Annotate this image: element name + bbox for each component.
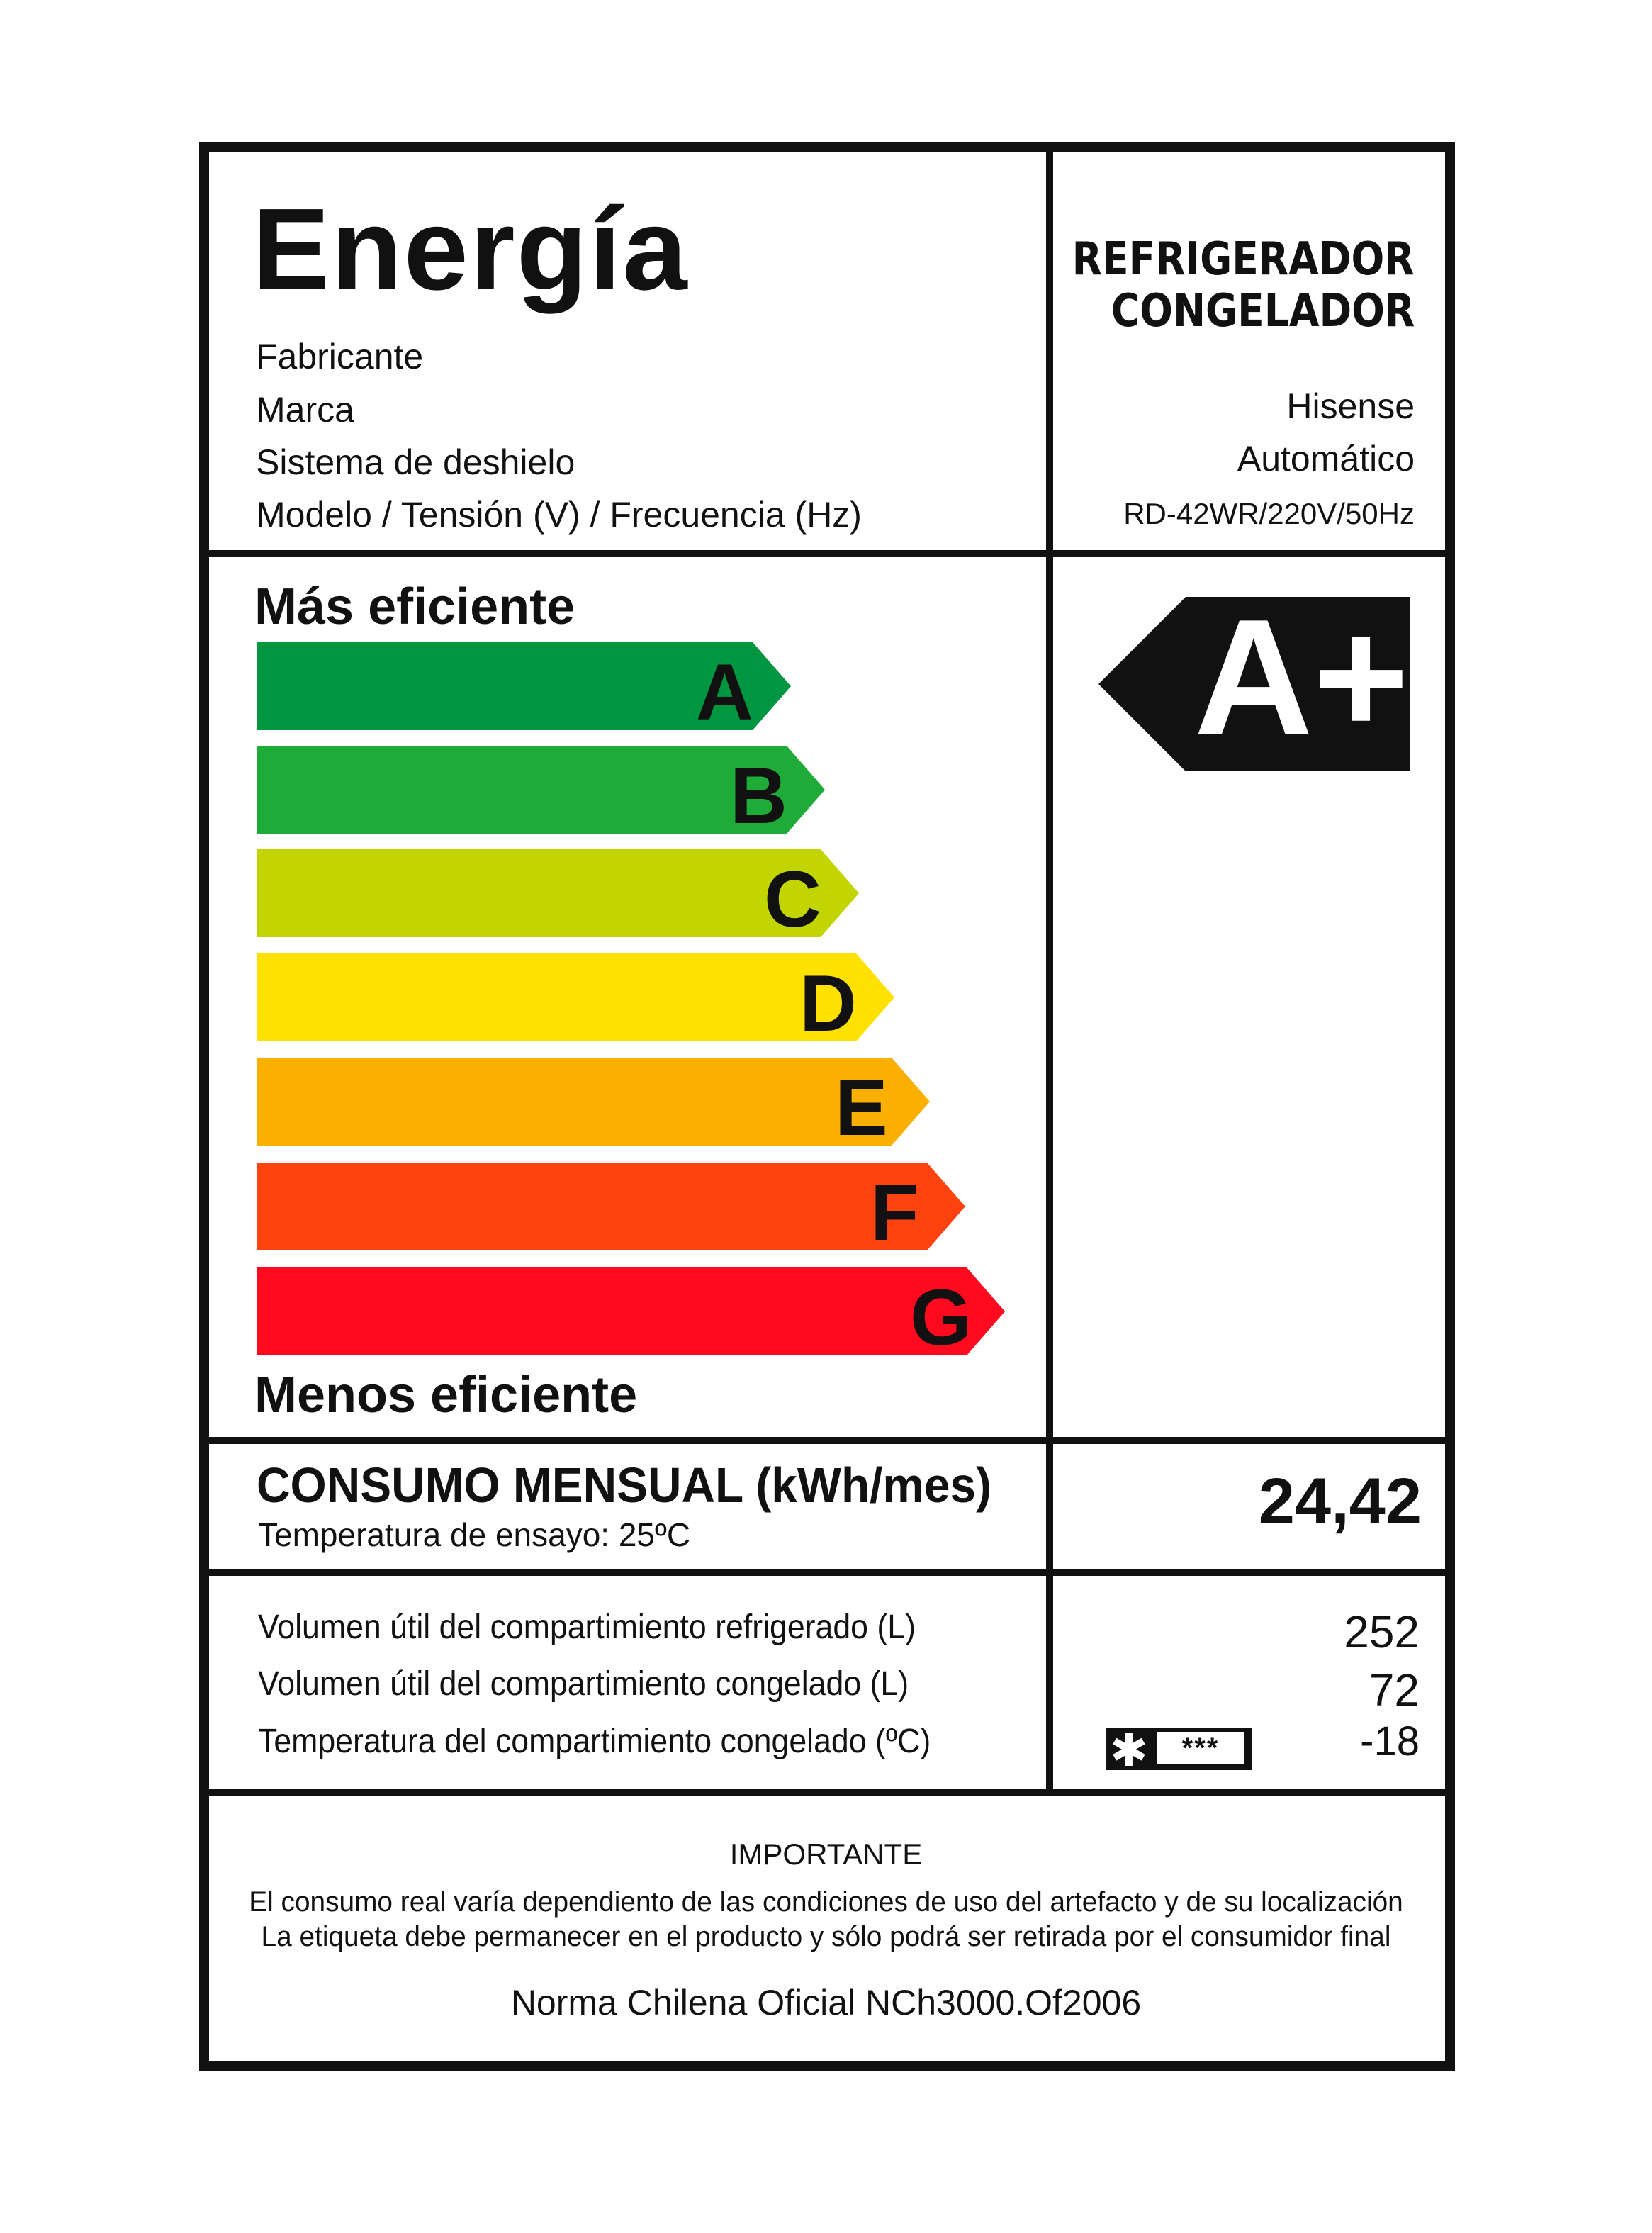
field-value-model: RD-42WR/220V/50Hz [1123,497,1415,530]
efficiency-bar-d [257,953,894,1048]
volume-label-frozen: Volumen útil del compartimiento congelado (L) [258,1665,909,1703]
divider-header [199,550,1455,557]
important-note-line-1: El consumo real varía dependiento de las condiciones de uso del artefacto y de su localización [249,1886,1403,1918]
label-title: Energía [252,184,689,314]
freezer-stars: *** [1157,1732,1244,1764]
field-value-defrost: Automático [1237,439,1415,478]
efficiency-bar-c [257,849,859,944]
consumption-value: 24,42 [1258,1465,1422,1538]
efficiency-rating-value: A+ [1194,586,1410,769]
important-note-line-2: La etiqueta debe permanecer en el producto y sólo podrá ser retirada por el consumidor final [261,1921,1391,1952]
efficiency-bar-letter: F [870,1168,919,1257]
efficiency-bar-letter: B [730,751,787,840]
efficiency-bar-letter: C [764,855,821,944]
field-label-brand: Marca [256,390,354,430]
efficiency-bar-letter: E [835,1063,888,1152]
divider-consumption [199,1569,1455,1576]
consumption-subtitle: Temperatura de ensayo: 25ºC [258,1516,691,1553]
field-label-manufacturer: Fabricante [256,337,424,376]
standard-reference: Norma Chilena Oficial NCh3000.Of2006 [510,1983,1142,2022]
volume-value-frozen: 72 [1369,1664,1420,1716]
temperature-label-frozen: Temperatura del compartimiento congelado (ºC) [258,1723,931,1760]
field-value-brand: Hisense [1286,386,1415,426]
efficiency-bar-b [257,746,825,840]
field-label-model: Modelo / Tensión (V) / Frecuencia (Hz) [256,495,862,535]
scale-top-label: Más eficiente [254,578,575,635]
efficiency-bar-letter: D [799,959,857,1048]
efficiency-bar-a [257,642,791,737]
efficiency-bar-g [257,1267,1005,1362]
efficiency-bar-letter: G [910,1273,972,1362]
category-line-1: REFRIGERADOR [1072,233,1415,286]
efficiency-rating-arrow [1098,586,1410,771]
volume-value-refrigerated: 252 [1344,1606,1420,1657]
efficiency-bar-e [257,1058,930,1152]
field-label-defrost: Sistema de deshielo [256,442,575,482]
divider-column [1046,142,1053,1792]
category-line-2: CONGELADOR [1111,285,1415,337]
efficiency-bar-letter: A [696,648,753,737]
efficiency-bar-f [257,1163,965,1257]
scale-bottom-label: Menos eficiente [254,1367,638,1423]
temperature-value-frozen: -18 [1360,1718,1420,1764]
volume-label-refrigerated: Volumen útil del compartimiento refrigerado (L) [258,1608,916,1646]
snowflake-icon: ✱ [1110,1725,1148,1777]
divider-scale [199,1437,1455,1444]
important-heading: IMPORTANTE [729,1837,923,1871]
divider-volumes [199,1789,1455,1796]
consumption-title: CONSUMO MENSUAL (kWh/mes) [257,1457,992,1513]
freezer-star-rating-badge [1106,1725,1252,1777]
